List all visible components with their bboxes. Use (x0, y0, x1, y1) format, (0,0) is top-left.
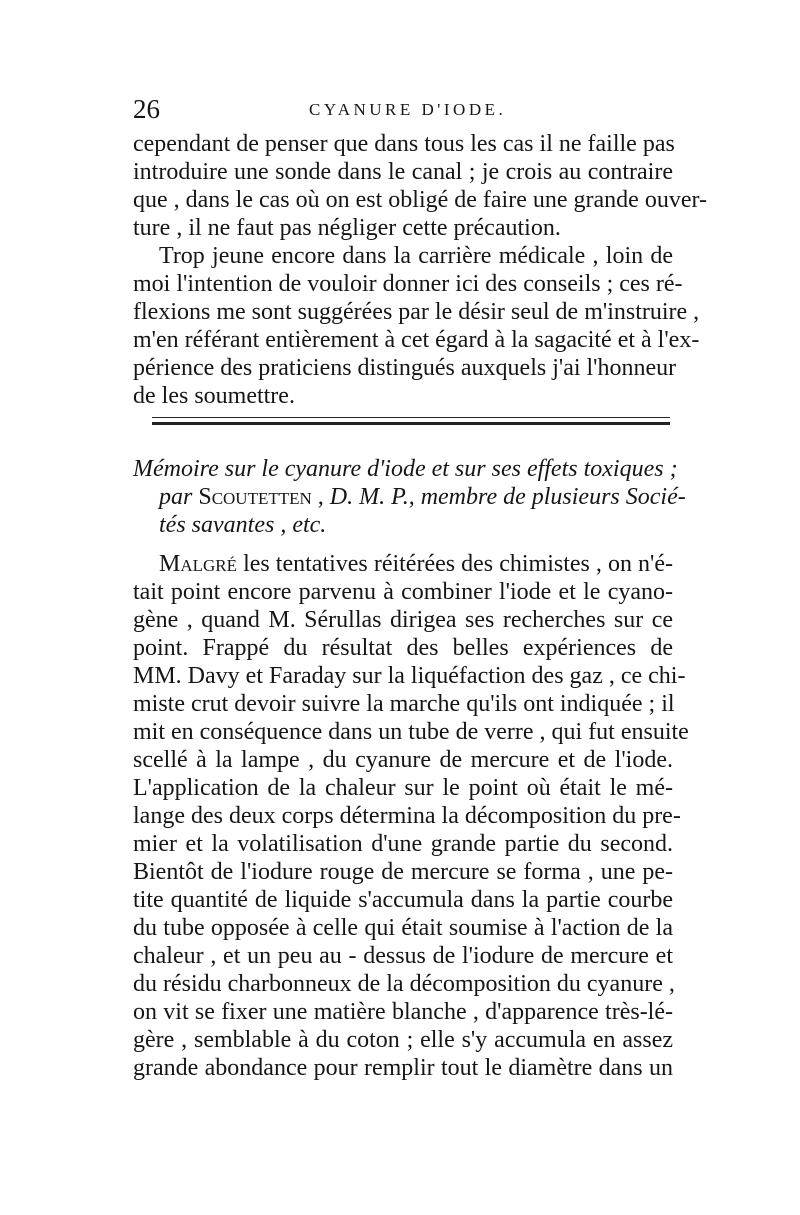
text-line: gène , quand M. Sérullas dirigea ses recherches sur ce (133, 607, 673, 633)
heading-rest: , D. M. P., membre de plusieurs Socié- (311, 484, 686, 510)
text-line: tait point encore parvenu à combiner l'iode et le cyano- (133, 579, 673, 605)
text-line: L'application de la chaleur sur le point où était le mé- (133, 775, 673, 801)
section-divider (152, 417, 670, 425)
text-line: mier et la volatilisation d'une grande partie du second. (133, 831, 673, 857)
text-line: scellé à la lampe , du cyanure de mercure et de l'iode. (133, 747, 673, 773)
page-number: 26 (133, 94, 160, 124)
text-line: ture , il ne faut pas négliger cette précaution. (133, 215, 561, 241)
opening-rest: les tentatives réitérées des chimistes , on n'é- (237, 551, 673, 577)
text-line: lange des deux corps détermina la décomposition du pre- (133, 803, 681, 829)
text-line: de les soumettre. (133, 383, 295, 409)
text-line: du résidu charbonneux de la décomposition du cyanure , (133, 971, 675, 997)
text-line: chaleur , et un peu au - dessus de l'iodure de mercure et (133, 943, 673, 969)
text-line: miste crut devoir suivre la marche qu'ils ont indiquée ; il (133, 691, 675, 717)
text-line: flexions me sont suggérées par le désir seul de m'instruire , (133, 299, 700, 325)
paragraph-closing (133, 242, 700, 410)
text-line: m'en référant entièrement à cet égard à la sagacité et à l'ex- (133, 327, 700, 353)
paragraph-continued (133, 130, 707, 242)
text-line: mit en conséquence dans un tube de verre , qui fut ensuite (133, 719, 689, 745)
heading-line: Mémoire sur le cyanure d'iode et sur ses effets toxiques ; (133, 456, 678, 482)
text-line: grande abondance pour remplir tout le diamètre dans un (133, 1055, 673, 1081)
heading-line (133, 483, 686, 511)
heading-par: par (159, 484, 199, 510)
running-title: CYANURE D'IODE. (309, 100, 507, 119)
article-body (133, 550, 689, 1082)
author-name: Scoutetten (198, 484, 312, 510)
text-line: MM. Davy et Faraday sur la liquéfaction des gaz , ce chi- (133, 663, 686, 689)
divider-thick-rule (152, 422, 670, 425)
text-line: périence des praticiens distingués auxquels j'ai l'honneur (133, 355, 677, 381)
text-line: du tube opposée à celle qui était soumise à l'action de la (133, 915, 673, 941)
text-line: moi l'intention de vouloir donner ici des conseils ; ces ré- (133, 271, 683, 297)
opening-word: Malgré (159, 551, 238, 577)
text-line: point. Frappé du résultat des belles expériences de (133, 635, 673, 661)
article-heading (133, 455, 686, 539)
text-line: Bientôt de l'iodure rouge de mercure se forma , une pe- (133, 859, 673, 885)
divider-thin-rule (152, 417, 670, 418)
text-line: on vit se fixer une matière blanche , d'apparence très-lé- (133, 999, 673, 1025)
running-head (133, 94, 673, 124)
text-line: tite quantité de liquide s'accumula dans la partie courbe (133, 887, 673, 913)
text-line: introduire une sonde dans le canal ; je crois au contraire (133, 159, 673, 185)
text-line: Trop jeune encore dans la carrière médicale , loin de (159, 243, 673, 269)
text-line: que , dans le cas où on est obligé de faire une grande ouver- (133, 187, 707, 213)
text-line (133, 550, 673, 578)
text-line: gère , semblable à du coton ; elle s'y accumula en assez (133, 1027, 673, 1053)
heading-line: tés savantes , etc. (159, 512, 327, 538)
text-line: cependant de penser que dans tous les cas il ne faille pas (133, 131, 675, 157)
